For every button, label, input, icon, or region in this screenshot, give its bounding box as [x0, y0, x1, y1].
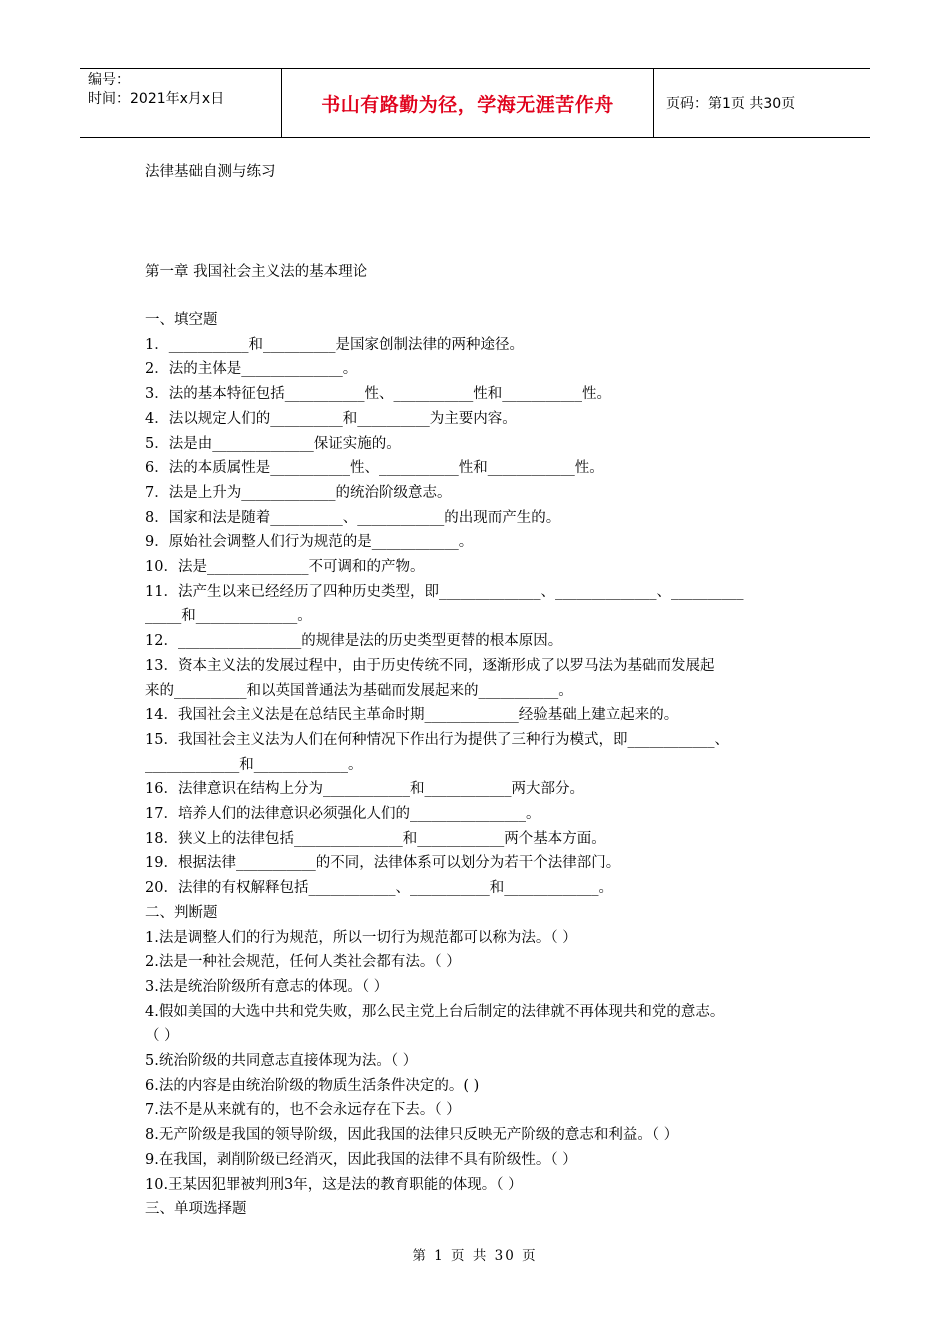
text-line: 7．法是上升为_____________的统治阶级意志。: [145, 484, 452, 501]
text-line: 3．法的基本特征包括___________性、___________性和___________性。: [145, 386, 611, 403]
header-motto: 书山有路勤为径，学海无涯苦作舟: [282, 69, 654, 137]
text-line: 3.法是统治阶级所有意志的体现。（ ）: [145, 978, 389, 995]
text-line: 4．法以规定人们的__________和__________为主要内容。: [145, 410, 517, 427]
text-line: 13．资本主义法的发展过程中，由于历史传统不同，逐渐形成了以罗马法为基础而发展起: [145, 657, 715, 674]
text-line: _____________和_____________。: [145, 756, 363, 773]
text-line: 14．我国社会主义法是在总结民主革命时期_____________经验基础上建立起来的。: [145, 707, 679, 724]
text-line: 5．法是由______________保证实施的。: [145, 435, 401, 452]
text-line: 10.王某因犯罪被判刑3年，这是法的教育职能的体现。（ ）: [145, 1176, 523, 1193]
text-line: 8.无产阶级是我国的领导阶级，因此我国的法律只反映无产阶级的意志和利益。（ ）: [145, 1127, 679, 1144]
text-line: 1.法是调整人们的行为规范，所以一切行为规范都可以称为法。（ ）: [145, 929, 577, 946]
text-line: _____和______________。: [145, 608, 312, 625]
text-line: 三、单项选择题: [145, 1201, 247, 1218]
text-line: 5.统治阶级的共同意志直接体现为法。（ ）: [145, 1053, 418, 1069]
text-line: 来的__________和以英国普通法为基础而发展起来的___________。: [145, 682, 573, 699]
text-line: 6.法的内容是由统治阶级的物质生活条件决定的。( ): [145, 1077, 480, 1094]
text-line: 6．法的本质属性是___________性、___________性和____________性。: [145, 460, 604, 477]
text-line: 9．原始社会调整人们行为规范的是____________。: [145, 534, 474, 551]
page-header: [80, 68, 870, 138]
text-line: 15．我国社会主义法为人们在何种情况下作出行为提供了三种行为模式，即____________、: [145, 731, 729, 748]
text-line: 20．法律的有权解释包括____________、___________和_____________。: [145, 880, 613, 897]
number-label: 编号：: [88, 72, 130, 88]
page-footer: 第 1 页 共 30 页: [412, 1248, 538, 1264]
text-line: （ ）: [145, 1028, 179, 1045]
text-line: 二、判断题: [145, 904, 218, 921]
text-line: 10．法是______________不可调和的产物。: [145, 559, 425, 575]
text-line: 12．_________________的规律是法的历史类型更替的根本原因。: [145, 633, 563, 650]
text-line: 7.法不是从来就有的，也不会永远存在下去。（ ）: [145, 1102, 461, 1119]
text-line: 2．法的主体是______________。: [145, 361, 358, 378]
chapter-title: 第一章 我国社会主义法的基本理论: [145, 264, 368, 280]
text-line: 2.法是一种社会规范，任何人类社会都有法。（ ）: [145, 954, 461, 971]
text-line: 9.在我国，剥削阶级已经消灭，因此我国的法律不具有阶级性。（ ）: [145, 1151, 577, 1168]
text-line: 8．国家和法是随着__________、____________的出现而产生的。: [145, 509, 561, 526]
header-page-info: 页码：第1页 共30页: [666, 96, 796, 112]
text-line: 18．狭义上的法律包括_______________和____________两个基本方面。: [145, 830, 606, 847]
document-title: 法律基础自测与练习: [145, 164, 276, 180]
header-meta: [80, 69, 282, 137]
text-line: 19．根据法律___________的不同，法律体系可以划分为若干个法律部门。: [145, 855, 621, 872]
text-line: 17．培养人们的法律意识必须强化人们的________________。: [145, 806, 541, 822]
time-label: 时间：2021年x月x日: [88, 91, 225, 107]
text-line: 一、填空题: [145, 312, 218, 328]
text-line: 1．___________和__________是国家创制法律的两种途径。: [145, 336, 524, 353]
text-line: 16．法律意识在结构上分为____________和____________两大部分。: [145, 781, 584, 798]
text-line: 4.假如美国的大选中共和党失败，那么民主党上台后制定的法律就不再体现共和党的意志。: [145, 1003, 725, 1020]
text-line: 11．法产生以来已经经历了四种历史类型，即______________、______________、__________: [145, 583, 744, 600]
